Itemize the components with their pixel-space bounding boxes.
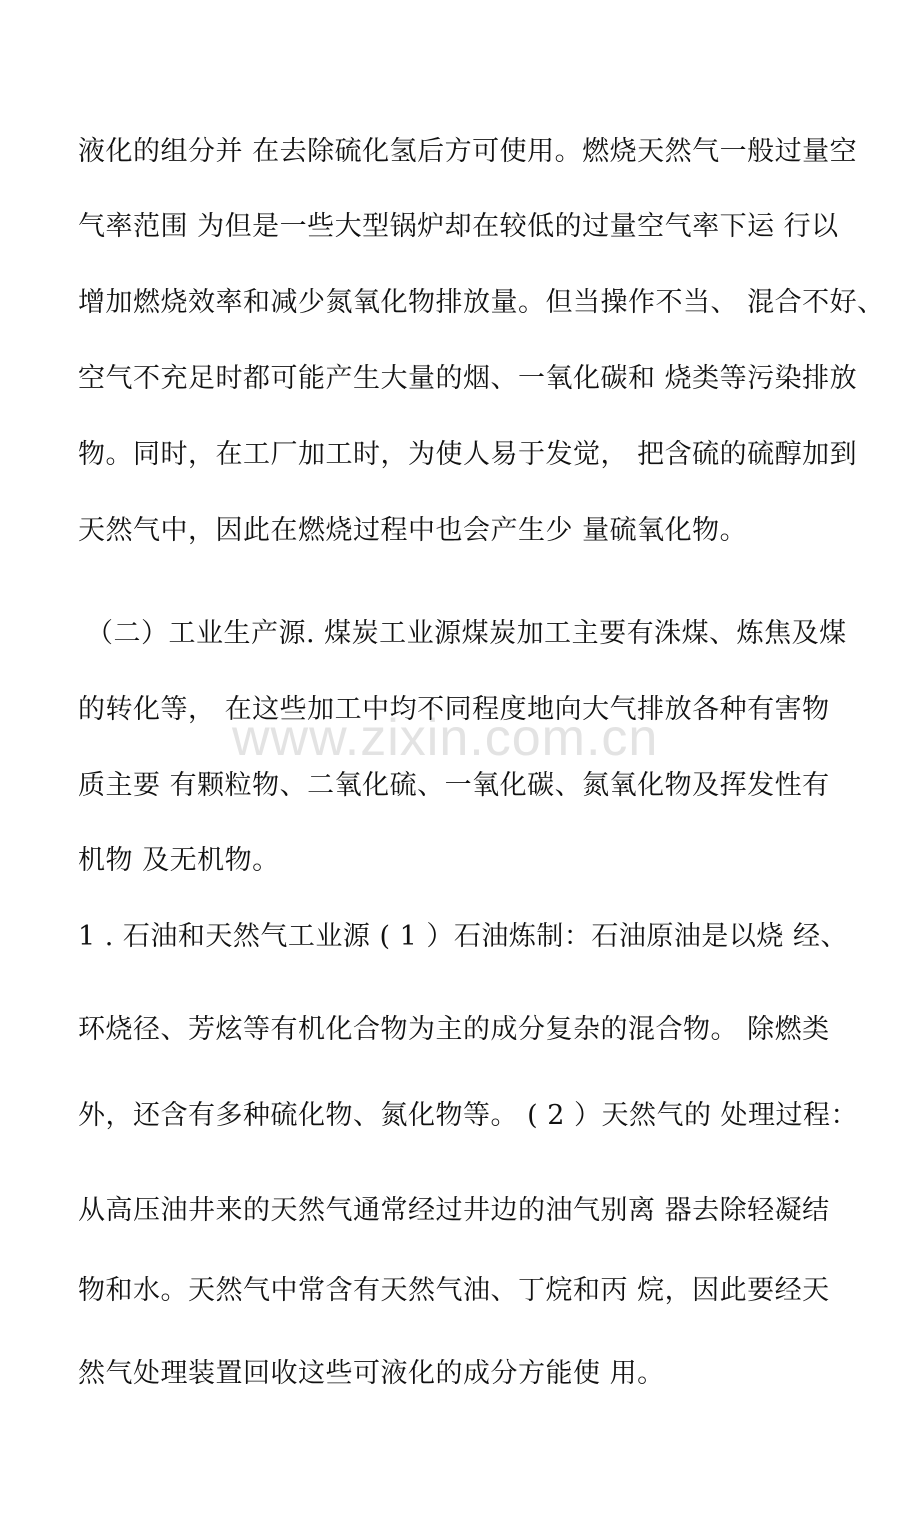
- paragraph-line: 从高压油井来的天然气通常经过井边的油气别离 器去除轻凝结: [78, 1195, 830, 1226]
- paragraph-line: 增加燃烧效率和减少氮氧化物排放量。但当操作不当、 混合不好、: [78, 287, 885, 318]
- paragraph-line: 物。同时，在工厂加工时，为使人易于发觉， 把含硫的硫醇加到: [78, 439, 858, 470]
- paragraph-line: 的转化等， 在这些加工中均不同程度地向大气排放各种有害物: [78, 694, 830, 725]
- paragraph-line: 质主要 有颗粒物、二氧化硫、一氧化碳、氮氧化物及挥发性有: [78, 770, 830, 801]
- paragraph-line: 气率范围 为但是一些大型锅炉却在较低的过量空气率下运 行以: [78, 211, 839, 242]
- paragraph-line: 天然气中，因此在燃烧过程中也会产生少 量硫氧化物。: [78, 515, 748, 546]
- watermark: www.zixin.com.cn: [232, 709, 659, 767]
- numbered-item-line: 1 . 石油和天然气工业源 ( 1 ）石油炼制：石油原油是以烧 经、: [78, 921, 848, 952]
- paragraph-line: 空气不充足时都可能产生大量的烟、一氧化碳和 烧类等污染排放: [78, 363, 858, 394]
- paragraph-line: 环烧径、芳炫等有机化合物为主的成分复杂的混合物。 除燃类: [78, 1014, 830, 1045]
- section-heading-line: （二）工业生产源. 煤炭工业源煤炭加工主要有洙煤、炼焦及煤: [86, 618, 847, 649]
- paragraph-line: 物和水。天然气中常含有天然气油、丁烷和丙 烷，因此要经天: [78, 1275, 830, 1306]
- paragraph-line: 外，还含有多种硫化物、氮化物等。 ( 2 ）天然气的 处理过程：: [78, 1100, 859, 1131]
- paragraph-line: 液化的组分并 在去除硫化氢后方可使用。燃烧天然气一般过量空: [78, 136, 858, 167]
- paragraph-line: 机物 及无机物。: [78, 845, 280, 876]
- paragraph-line: 然气处理装置回收这些可液化的成分方能使 用。: [78, 1358, 665, 1389]
